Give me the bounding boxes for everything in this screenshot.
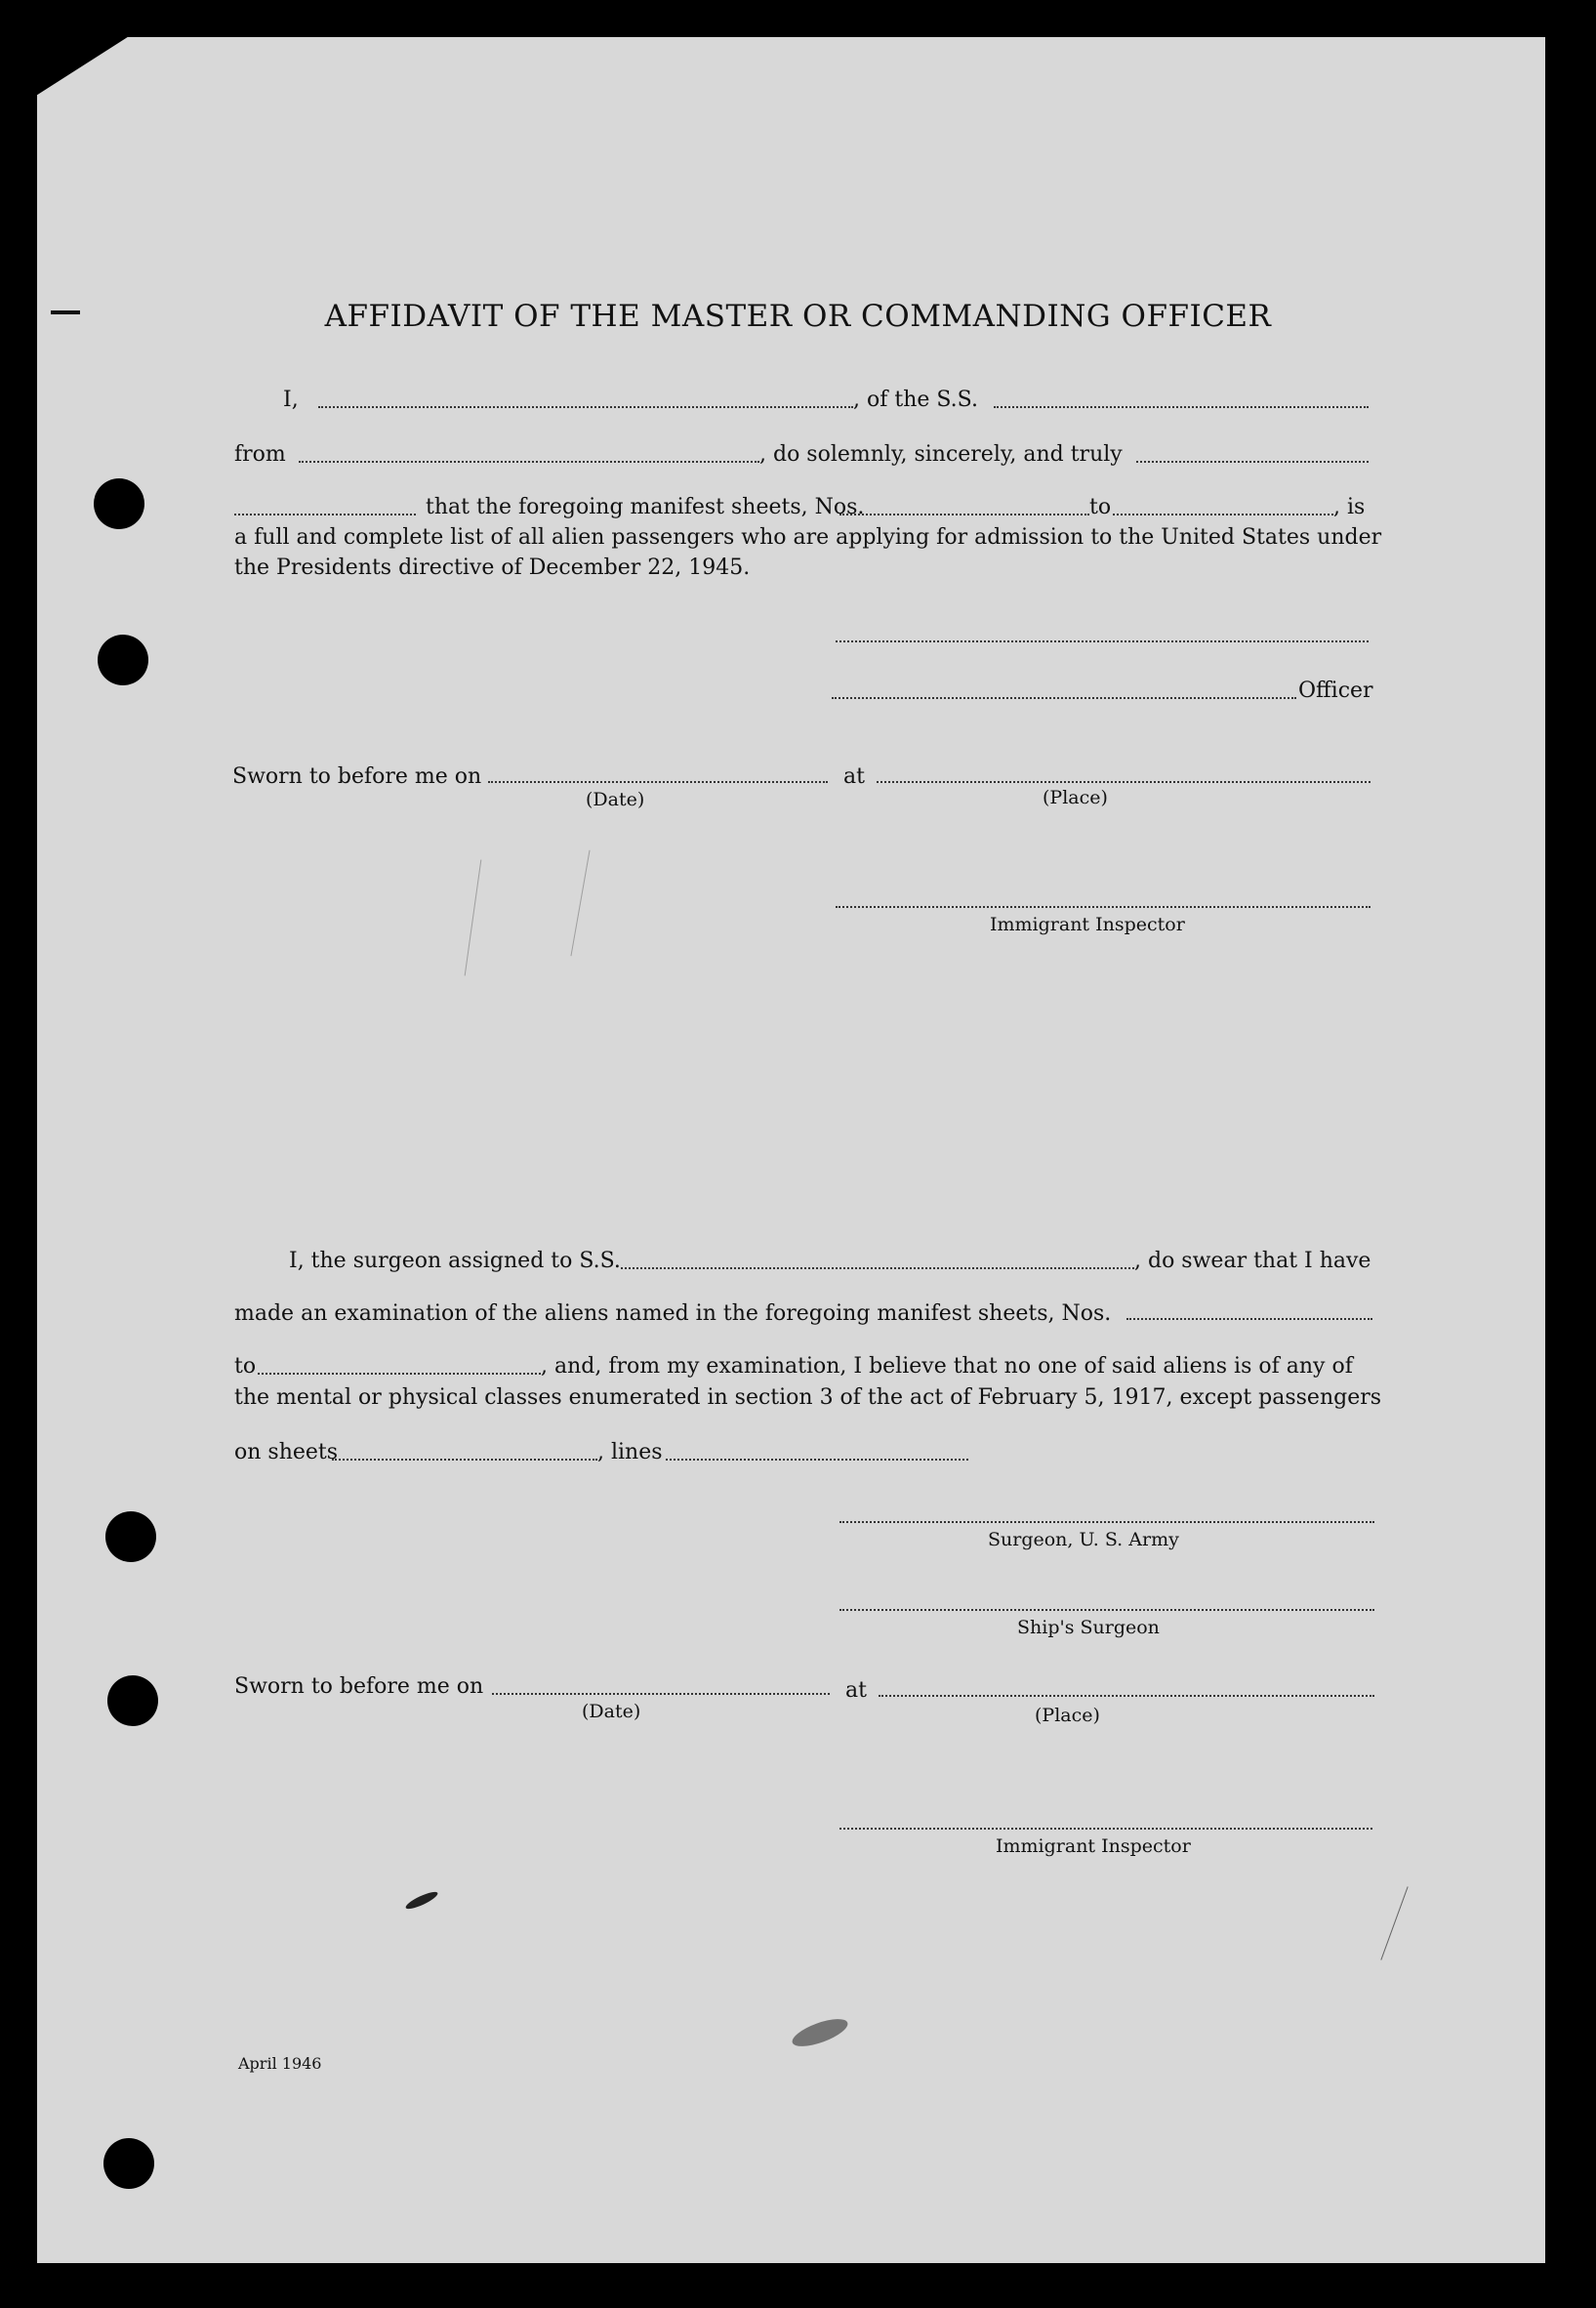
punch-hole xyxy=(98,635,148,685)
form-date-footer: April 1946 xyxy=(238,2054,322,2073)
master-place-caption: (Place) xyxy=(1043,787,1108,808)
officer-label: Officer xyxy=(1298,679,1373,703)
master-at-label: at xyxy=(843,764,865,789)
document-page xyxy=(37,37,1545,2263)
punch-hole xyxy=(103,2138,154,2189)
master-sworn-place-field[interactable] xyxy=(877,781,1371,783)
surgeon-line-3b: , and, from my examination, I believe that no one of said aliens is of any of xyxy=(541,1354,1353,1379)
master-sworn-label: Sworn to before me on xyxy=(232,764,482,789)
except-lines-field[interactable] xyxy=(666,1459,968,1461)
surgeon-sworn-place-field[interactable] xyxy=(879,1695,1374,1697)
punch-hole xyxy=(94,478,144,529)
surgeon-at-label: at xyxy=(845,1678,867,1703)
sheets-to-field[interactable] xyxy=(1113,514,1333,515)
master-date-caption: (Date) xyxy=(586,789,645,810)
page-title: AFFIDAVIT OF THE MASTER OR COMMANDING OFFICER xyxy=(324,299,1272,334)
from-port-field[interactable] xyxy=(299,461,759,463)
officer-signature-field[interactable] xyxy=(832,697,1296,699)
oath-word-field-2[interactable] xyxy=(234,514,416,515)
surgeon-line-5a: on sheets xyxy=(234,1440,339,1464)
master-inspector-label: Immigrant Inspector xyxy=(990,914,1185,935)
surgeon-date-caption: (Date) xyxy=(582,1701,641,1722)
punch-hole xyxy=(107,1675,158,1726)
surgeon-sworn-label: Sworn to before me on xyxy=(234,1674,484,1699)
sheets-from-field[interactable] xyxy=(839,514,1089,515)
oath-word-field[interactable] xyxy=(1136,461,1369,463)
army-surgeon-label: Surgeon, U. S. Army xyxy=(988,1529,1179,1550)
master-line-1: I, xyxy=(283,388,299,412)
master-line-3: that the foregoing manifest sheets, Nos. xyxy=(426,495,865,519)
ship-surgeon-label: Ship's Surgeon xyxy=(1017,1617,1160,1638)
master-line-5: the Presidents directive of December 22, 1945. xyxy=(234,556,751,580)
surgeon-line-5b: , lines xyxy=(597,1440,663,1464)
surgeon-line-1b: , do swear that I have xyxy=(1134,1249,1371,1273)
master-line-2b: , do solemnly, sincerely, and truly xyxy=(759,442,1123,467)
army-surgeon-signature-field[interactable] xyxy=(839,1521,1374,1523)
master-line-1b: , of the S.S. xyxy=(853,388,978,412)
surgeon-sworn-date-field[interactable] xyxy=(492,1693,830,1695)
ship-name-field[interactable] xyxy=(994,406,1369,408)
punch-hole xyxy=(105,1511,156,1562)
surgeon-inspector-label: Immigrant Inspector xyxy=(996,1835,1191,1857)
master-name-field[interactable] xyxy=(318,406,853,408)
officer-name-field[interactable] xyxy=(836,640,1369,642)
master-line-4: a full and complete list of all alien passengers who are applying for admission to the United States under xyxy=(234,525,1382,550)
surgeon-ship-field[interactable] xyxy=(621,1267,1134,1269)
surgeon-sheets-from-field[interactable] xyxy=(1126,1318,1372,1320)
surgeon-inspector-signature-field[interactable] xyxy=(839,1828,1372,1830)
surgeon-line-3a: to xyxy=(234,1354,257,1379)
surgeon-place-caption: (Place) xyxy=(1035,1705,1100,1726)
master-inspector-signature-field[interactable] xyxy=(836,906,1371,908)
master-line-3c: , is xyxy=(1333,495,1366,519)
surgeon-line-2: made an examination of the aliens named in the foregoing manifest sheets, Nos. xyxy=(234,1301,1112,1326)
surgeon-sheets-to-field[interactable] xyxy=(258,1373,541,1375)
except-sheets-field[interactable] xyxy=(332,1459,597,1461)
master-line-2: from xyxy=(234,442,286,467)
master-sworn-date-field[interactable] xyxy=(488,781,828,783)
ship-surgeon-signature-field[interactable] xyxy=(839,1609,1374,1611)
surgeon-line-1: I, the surgeon assigned to S.S. xyxy=(289,1249,621,1273)
surgeon-line-4: the mental or physical classes enumerated in section 3 of the act of February 5, 1917, except passengers xyxy=(234,1385,1382,1410)
master-line-3b: to xyxy=(1089,495,1112,519)
